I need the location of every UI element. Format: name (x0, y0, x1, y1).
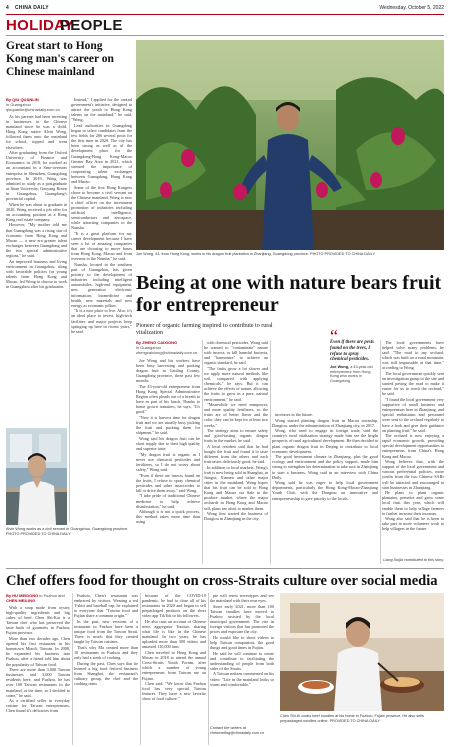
story1-photo (6, 428, 67, 525)
paragraph: A local resident said that he had bought the fruit and found it to taste different from the others and each fruit tastes deliciously good, he said. (204, 443, 268, 465)
quote-mark-icon: “ (330, 326, 338, 346)
story1-byline-name: By QIU QUANLIN (6, 97, 39, 102)
story1-column-2 (71, 97, 132, 524)
paragraph: As his parents had been investing in businesses in the Chinese mainland since he was a child, Hong Kong native Alvin Wong, followed them onto the mainland for school, topped and went elsewhere. (6, 114, 67, 150)
paragraph: increases in the future. (275, 412, 313, 417)
pull-quote-text: Even if there are pests found on the trees, I refuse to spray chemical pesticides. (330, 340, 374, 363)
paragraph: As a certified seller in everyday cuisine for Taiwan entrepreneurs, Chen found it's delicacies from (6, 698, 70, 714)
paragraph: pie will retest stereotypes and see the mainland with their own eyes. (210, 593, 274, 604)
paragraph: There are more than 3,000 Taiwan businesses and 3,000 Taiwan residents here, and Fuzhou, he has over 100 Taiwan restaurants in the mainland, at the time, so I decided to come," he said. (6, 667, 70, 698)
paragraph: with chemical pesticides, Wong said he wanted to "contaminate" nature with insects, or kill harmful bacteria, and "harmonize" to achieve an organic standard, he said. (204, 340, 268, 366)
story3-headline: Chef offers food for thought on cross-Straits culture over social media (6, 573, 438, 589)
column-rule (208, 593, 209, 745)
paragraph: Since early 2021, more than 100 Taiwan families have moved to Fuzhou assisted by the local municipal government. The rise in foreign visitors that has promoted the prices and exposure the city. (210, 603, 274, 635)
paragraph: The 43-year-old entrepreneur from Hong Kong Special Administrative Region often pleads out of a breath to have as part of his lunch. Thanks to home grown tomatoes, he says, "It's good." (136, 383, 200, 415)
paragraph: More than two decades ago, Chen opened his first restaurant in his hometown Miaoli, Taiwan. In 2008, he expanded his business into Fuzhou, after a friend told him about the popularity of Taiwan food. (6, 636, 70, 667)
story2-byline (136, 340, 200, 355)
masthead-bar (6, 4, 444, 14)
column-rule (380, 340, 381, 564)
story1-photo-image (6, 428, 67, 525)
section-divider (6, 568, 444, 569)
issue-date: Wednesday, October 5, 2022 (379, 5, 444, 11)
paragraph: Nansha, located in the southern part of Guangzhou, has given priority to the development of industries including intelligent automobiles, high-end equipment, new generation electronic information, biomedicine and health, new materials and new energy as economic pillars. (71, 262, 132, 308)
paragraph: That's why Ma created more than 10 restaurants in Fuzhou and they only had a week of cooking. (74, 644, 138, 661)
section-title-people: PEOPLE (60, 17, 123, 34)
story1-photo-caption: Alvin Wong works as a civil servant in Guangzhou, Guangdong province. PHOTO PROVIDED TO CHINA DAILY (6, 527, 129, 536)
story2-column-4 (382, 340, 444, 556)
story3-photo-caption: Chen Shi-Ki cooks beef noodles at his home in Fuzhou, Fujian province. He also sells prepackaged noodles online. PROVIDED TO CHINA DAILY (280, 714, 424, 723)
story3-column-3 (142, 593, 206, 745)
paragraph: "The fruits grow a lot slower and we apply more natural methods like soil, compared with applying chemicals," he says. But it can achieve the effects of nature, allowing the fruits to grow in a pure, natural environment," he said. (204, 365, 268, 402)
paragraph: Lead authorities in Guangdong began to select candidates from the few fields for 206 several posts for the first time in 2020. The city has been strong as well as of the development place for the Guangdong-Hong Kong-Macao Greater Bay Area in 2021, which stressed the importance of cooperating talent exchanges between Guangdong, Hong Kong and Macao. (71, 122, 132, 184)
paragraph: During the past, Chen says that he learned a big food festival business from Shanghai, the restaurant's culinary group, the chef and the cooking team. (74, 660, 138, 687)
story2-photo-caption: Joe Wong, 43, from Hong Kong, works in his dragon fruit plantation in Zhanjiang, Guangdong province. PHOTO PROVIDED TO CHINA DAILY (136, 252, 375, 256)
paragraph: Although it is not a quick process, this method takes more time than using (136, 509, 200, 525)
paragraph: "I take pride of traditional Chinese medicine to help achieve disinfestation," he said. (136, 493, 200, 509)
paragraph: Wong first started the business of Dongtou in Zhanjiang in the city. (204, 511, 268, 522)
paragraph: Instead," I applied for the central government's initiative, designed to attract the youth to Hong Kong talents on the mainland," he said, "Wong. (71, 97, 132, 123)
paragraph: However, "My mother told me that Guangdong was a rising star of economic from Hong Kong and Macao — a new era greater talent exchanges between Guangdong and the two special administrative regions," he said. (6, 222, 67, 259)
paragraph: The orchard is now enjoying a rapid economic growth, providing special development opportunities to entrepreneurs from China's Hong Kong and Macao. (382, 433, 444, 459)
story2-contributor-note: Liang Xiujia contributed to this story. (383, 558, 444, 562)
paragraph: The local governments have helped solve many problems, he said. "The road to my orchard, which was built on a rural mountain, was still impassable at that time," according to Wong. (382, 340, 444, 371)
story3-byline (6, 593, 70, 603)
story1-byline-email: qiuquanlin@chinadaily.com.cn (6, 107, 60, 112)
paragraph: "I found the local government very supportive of small business and entrepreneurs here in Zhanjiang, and special enthusiasm and personnel were sent to the orchard regularly to have a look and give their guidance on planting fruit," he said. (382, 397, 444, 433)
pull-quote-author: Joe Wong, (330, 365, 350, 370)
story1-column-1 (6, 114, 67, 424)
section-header (6, 14, 444, 36)
paragraph: "Now it is harvest time for dragon fruit and we are usually busy picking the fruit and packing them for shipment," he said. (136, 415, 200, 436)
paragraph: He said he will continue to create and contribute to facilitating the understanding of people from both sides of the Straits. (210, 650, 274, 671)
paragraph: When he was about to graduate in 2020, Wong received a job offer for an accounting position at a Hong Kong real estate company. (6, 201, 67, 222)
publication-name: CHINA DAILY (15, 5, 49, 11)
story2-column-3 (272, 412, 378, 564)
story1-headline: Great start to Hong Kong man's career on Chinese mainland (6, 40, 114, 78)
story2-byline-email: zhengcaixiong@chinadaily.com.cn (136, 350, 198, 355)
story2-column-1 (136, 358, 200, 564)
paragraph: Wong said his dragon fruit can be short supply due to their high quality and superior taste. (136, 435, 200, 452)
paragraph: He plans to plant organic plantains, pomelos and grow some local fruit this year, which will enable them to help village farmers to further increase their incomes. (382, 490, 444, 516)
story3-column-1 (6, 605, 70, 745)
column-rule (140, 593, 141, 745)
paragraph: because of the COVID-19 pandemic, he had to close all of his restaurants in 2020 and began to sell prepackaged products on the short video app TikTok to his followers. (142, 593, 206, 619)
story1-byline (6, 97, 66, 112)
story3-column-4 (210, 593, 274, 723)
paragraph: Wong believes that, with the support of the local government and various preferential policies, more youths from the two Chinese SARs will be attracted and encouraged to start businesses in Zhanjiang. (382, 459, 444, 490)
paragraph: "Even if there are insects found on the fruits, I refuse to spray chemical pesticides and other insecticides to kill or drive them away," said Wong. (136, 472, 200, 493)
paragraph: Wong, who used to engage in foreign trade, said the country's rural vitalization strategy made him see the bright prospects of rural agricultural development. He then decided to plant organic dragon fruit in Deqing to contribute to local economic development. (272, 428, 378, 454)
paragraph: An improved business and living environment in Guangzhou, along with favorable policies for young talents from Hong Kong and Macao, led Wong to choose to work in Guangzhou after his graduation. (6, 258, 67, 290)
story3-byline-name: By HU MEIDONG (6, 593, 39, 598)
column-rule (72, 593, 73, 745)
story3-photo (280, 593, 444, 711)
paragraph: "My dragon fruit is organic as I never use chemical pesticides and fertilizers, so I do not worry about safety," Wong said. (136, 451, 200, 472)
pull-quote-attribution (330, 365, 378, 383)
paragraph: With a soup made from oyster, high-quality ingredients and big cubes of beef, Chen Shi-Kai is a Taiwan chef who has preserved the taste buds of gourmets in Fuzhou, Fujian province. (6, 605, 70, 636)
story3-photo-image (280, 593, 444, 711)
column-rule (270, 340, 271, 564)
paragraph: He would like to shoot videos to help Taiwan compatriots, the good things and good times in Fujian. (210, 634, 274, 650)
paragraph: Chen said: "We know that Fuzhou food has very special Taiwan features. They have a new favorite show of food culture." (142, 681, 206, 702)
pull-quote (330, 326, 378, 384)
story2-column-2 (204, 340, 268, 564)
story2-byline-name: By ZHENG CAIXIONG (136, 340, 178, 345)
paragraph: He also runs an account of Chinese news aggregator Toutiao, sharing what life is like in the Chinese mainland. In two years, he has uploaded more than 300 videos and amassed 110,000 fans. (142, 618, 206, 650)
paragraph: Fuzhou, Chen's restaurant was embraced by visitors. Wearing a red T-shirt and baseball cap, he explained to everyone that "Taiwan food and Fujian share a common origin." (74, 593, 138, 619)
paragraph: Joe Wong and his workers have been busy harvesting and packing dragon fruit in Gaoling County, Guangdong province, these past few months. (136, 358, 200, 384)
story3-column-2 (74, 593, 138, 745)
paragraph: The good investment climate in Zhanjiang, plus the good ecology and environment and the policy support, made him strong to strengthen his determination to take root in Zhanjiang to start a business, Wong said in an interview with China Daily. (272, 454, 378, 480)
paragraph: In addition to local markets, Wong's fruit is now being sold in Shanghai, in Jiangxi, Xiamen and other major cities in the mainland. Wong hopes that his fruit can be sold to Hong Kong and Macao via Sale to the produce market, where the major orchards in Hong Kong and Macao sell, plans are afoot to market them. (204, 464, 268, 511)
story2-subhead: Pioneer of organic farming inspired to contribute to rural vitalization (136, 323, 273, 336)
paragraph: The local government quickly sent an investigation group to the site and started paving the road to make it easier for us to reach the orchard," he said. (382, 371, 444, 397)
story3-byline-location: in Fuzhou and (39, 593, 65, 598)
story2-headline: Being at one with nature bears fruit for entrepreneur (136, 272, 442, 316)
paragraph: In the past, new versions of a restaurant in Fuzhou have been a unique food from the Taiwan Strait. There is much that they created taught by Taiwan cuisines. (74, 618, 138, 645)
section-title-holiday: HOLIDAY (6, 17, 75, 34)
paragraph: "It is a nice place to live. Also, it's an ideal place to invest, high-tech facilities and major projects keep springing up here in recent years," he said. (71, 308, 132, 334)
story2-photo (136, 40, 444, 250)
paragraph: "It is a great platform for my career development because I have seen a lot of amazing companies that are choosing to move bases from Hong Kong, Macao and from overseas to the Nansha," he said. (71, 230, 132, 262)
paragraph: After graduating from the Oxford University of Finance and Economics in 2018, he worked as an accountant in a Sino-overseas enterprise in Shenzhen, Guangdong province. In 2019, Wong was admitted to study as a postgraduate at Jinan University, Gaoyang Rosen in Guangzhou, Guangdong's provincial capital. (6, 150, 67, 201)
story1-byline-location: in Guangzhou (6, 102, 31, 107)
column-rule (69, 114, 70, 522)
paragraph: Wong started planting dragon fruit in Macau township, Dongtou, under the administration of Zhanjiang city, in 2017. (272, 417, 378, 428)
paragraph: Chen traveled to Hong Kong and Macao in 2018 to attend the annual Cross-Straits Youth Forum, after which a number of young entrepreneurs from Taiwan are on Fujian. (142, 650, 206, 681)
column-rule (202, 340, 203, 564)
story2-photo-image (136, 40, 444, 250)
paragraph: The strategy aims to ensure safety and good-tasting organic dragon fruits in the market, he said. (204, 428, 268, 444)
story3-contact: Contact the writers at chenmeiling@chinadaily.com.cn (210, 726, 265, 735)
paragraph: A Taiwan netizen commented on his video: "Life in the mainland looks so warm and comfortable." (210, 671, 274, 687)
paragraph: "Meanwhile we need manpower, and more quality fertilizers, so the fruits are of better flavor and the color, they can be kept for at least two weeks." (204, 402, 268, 428)
paragraph: Wong said he was eager to help local government departments, particularly the Hong Kong-Macao-Zhanjiang Youth Club, with the Dongtou on innovative and entrepreneurship to give priority to the locals. (272, 480, 378, 501)
pull-quote-author-detail: a 43-year-old entrepreneur from Hong Kong who works in Guangdong (330, 365, 373, 383)
story2-byline-location: in Guangzhou (136, 345, 161, 350)
paragraph: Some of the first Hong Kongers chose to become a civil servant on the Chinese mainland, Wong is now a chief officer on the investment promotion of industries including artificial intelligence, semiconductors and aerospace, while attracting companies to the Nansha. (71, 184, 132, 231)
paragraph: Wong also said that he is keen to take part in more volunteer work to help villagers in the future. (382, 516, 444, 532)
story3-byline-name-2: CHEN MEILING (6, 598, 36, 603)
page-number: 4 (6, 5, 9, 11)
